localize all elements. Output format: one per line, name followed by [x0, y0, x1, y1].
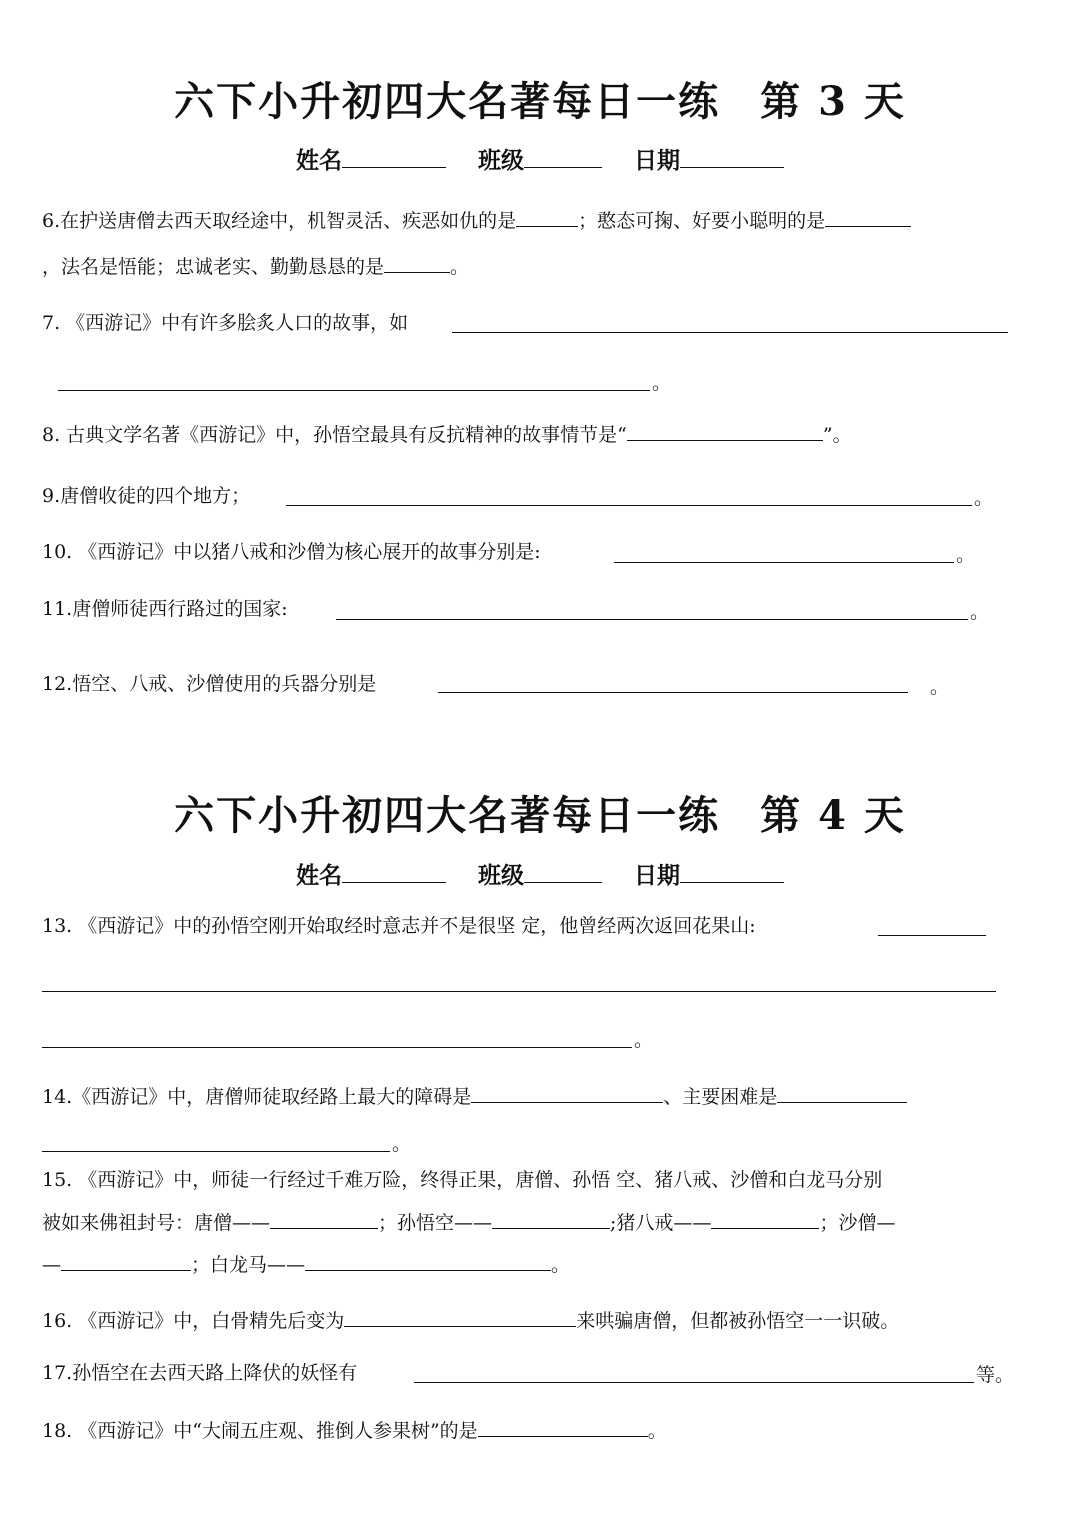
question-text: —	[42, 1254, 61, 1276]
question-text: ”。	[822, 424, 852, 446]
worksheet-title-day3	[0, 70, 1080, 127]
question-text: 8. 古典文学名著《西游记》中，孙悟空最具有反抗精神的故事情节是“	[42, 424, 627, 446]
question-text: ；憨态可掬、好要小聪明的是	[578, 210, 826, 232]
class-label: 班级	[478, 147, 524, 174]
period: 。	[647, 1420, 667, 1442]
date-label: 日期	[634, 862, 681, 889]
title-text: 六下小升初四大名著每日一练	[174, 78, 721, 125]
answer-line[interactable]	[438, 692, 908, 693]
question-text: ；白龙马——	[191, 1254, 306, 1276]
period: 。	[652, 372, 672, 394]
date-field	[634, 857, 784, 890]
question-6	[42, 206, 911, 233]
question-8	[42, 420, 852, 447]
question-text: 15. 《西游记》中，师徒一行经过千难万险，终得正果，唐僧、孙悟 空、猪八戒、沙僧和白龙马分别	[42, 1169, 883, 1191]
period: 。	[551, 1254, 571, 1276]
question-15	[42, 1168, 882, 1192]
answer-line[interactable]	[878, 935, 986, 936]
question-14	[42, 1082, 907, 1109]
answer-blank[interactable]	[344, 1306, 576, 1327]
question-text: 16. 《西游记》中，白骨精先后变为	[42, 1310, 345, 1332]
question-15-cont2	[42, 1250, 570, 1277]
answer-blank[interactable]	[61, 1250, 191, 1271]
period: 。	[970, 601, 990, 623]
answer-line[interactable]	[42, 1047, 632, 1048]
question-text: ，法名是悟能；忠诚老实、勤勤恳恳的是	[42, 256, 385, 278]
period: 。	[450, 256, 470, 278]
question-15-cont	[42, 1208, 895, 1235]
question-text: ;猪八戒——	[610, 1212, 712, 1234]
period: 。	[392, 1133, 412, 1155]
question-6-cont	[42, 252, 469, 279]
question-11	[42, 597, 288, 621]
answer-blank[interactable]	[492, 1208, 610, 1229]
answer-line[interactable]	[42, 991, 996, 992]
name-field	[296, 142, 446, 175]
answer-blank[interactable]	[825, 206, 911, 227]
question-text: ；沙僧—	[819, 1212, 896, 1234]
question-13	[42, 914, 756, 938]
title-text: 六下小升初四大名著每日一练	[174, 792, 721, 839]
day-number: 第 4 天	[760, 792, 906, 839]
question-text: 9.唐僧收徒的四个地方；	[42, 485, 251, 507]
question-text: 来哄骗唐僧，但都被孙悟空一一识破。	[576, 1310, 900, 1332]
class-blank[interactable]	[524, 862, 602, 883]
answer-blank[interactable]	[777, 1082, 907, 1103]
question-18	[42, 1416, 667, 1443]
period: 。	[634, 1029, 654, 1051]
class-field	[478, 857, 602, 890]
answer-blank[interactable]	[471, 1082, 663, 1103]
name-field	[296, 857, 446, 890]
answer-blank[interactable]	[711, 1208, 819, 1229]
question-text: 6.在护送唐僧去西天取经途中，机智灵活、疾恶如仇的是	[42, 210, 517, 232]
question-text: 10. 《西游记》中以猪八戒和沙僧为核心展开的故事分别是:	[42, 541, 541, 563]
answer-line[interactable]	[336, 619, 968, 620]
question-text: 17.孙悟空在去西天路上降伏的妖怪有	[42, 1362, 358, 1384]
question-16	[42, 1306, 899, 1333]
answer-line[interactable]	[614, 562, 954, 563]
date-label: 日期	[634, 147, 681, 174]
question-text: 12.悟空、八戒、沙僧使用的兵器分别是	[42, 673, 377, 695]
question-12	[42, 672, 376, 696]
answer-line[interactable]	[42, 1151, 390, 1152]
question-text: 11.唐僧师徒西行路过的国家:	[42, 598, 288, 620]
answer-blank[interactable]	[270, 1208, 378, 1229]
class-label: 班级	[478, 862, 524, 889]
question-9	[42, 484, 250, 508]
answer-line[interactable]	[286, 505, 972, 506]
question-text: 18. 《西游记》中“大闹五庄观、推倒人参果树”的是	[42, 1420, 478, 1442]
answer-blank[interactable]	[516, 206, 578, 227]
name-blank[interactable]	[342, 147, 446, 168]
day-number: 第 3 天	[760, 78, 906, 125]
name-label: 姓名	[295, 862, 342, 889]
worksheet-title-day4	[0, 784, 1080, 841]
name-label: 姓名	[295, 147, 342, 174]
name-blank[interactable]	[342, 862, 446, 883]
student-info-day4	[0, 857, 1080, 890]
question-10	[42, 540, 541, 564]
question-text: 等。	[976, 1364, 1015, 1386]
answer-blank[interactable]	[478, 1416, 648, 1437]
class-field	[478, 142, 602, 175]
question-text: 14.《西游记》中，唐僧师徒取经路上最大的障碍是	[42, 1086, 472, 1108]
question-text: ；孙悟空——	[378, 1212, 493, 1234]
answer-blank[interactable]	[627, 420, 823, 441]
period: 。	[974, 487, 994, 509]
question-text: 13. 《西游记》中的孙悟空刚开始取经时意志并不是很坚 定，他曾经两次返回花果山:	[42, 915, 756, 937]
date-field	[634, 142, 784, 175]
student-info-day3	[0, 142, 1080, 175]
question-text: 被如来佛祖封号：唐僧——	[42, 1212, 271, 1234]
question-7	[42, 311, 408, 335]
question-17	[42, 1361, 357, 1385]
answer-line[interactable]	[58, 390, 650, 391]
answer-blank[interactable]	[384, 252, 450, 273]
question-text: 、主要困难是	[663, 1086, 778, 1108]
question-text: 7. 《西游记》中有许多脍炙人口的故事，如	[42, 312, 409, 334]
class-blank[interactable]	[524, 147, 602, 168]
period: 。	[956, 544, 976, 566]
answer-line[interactable]	[414, 1382, 974, 1383]
date-blank[interactable]	[680, 147, 784, 168]
answer-line[interactable]	[452, 332, 1008, 333]
answer-blank[interactable]	[305, 1250, 551, 1271]
date-blank[interactable]	[680, 862, 784, 883]
period: 。	[930, 676, 950, 698]
